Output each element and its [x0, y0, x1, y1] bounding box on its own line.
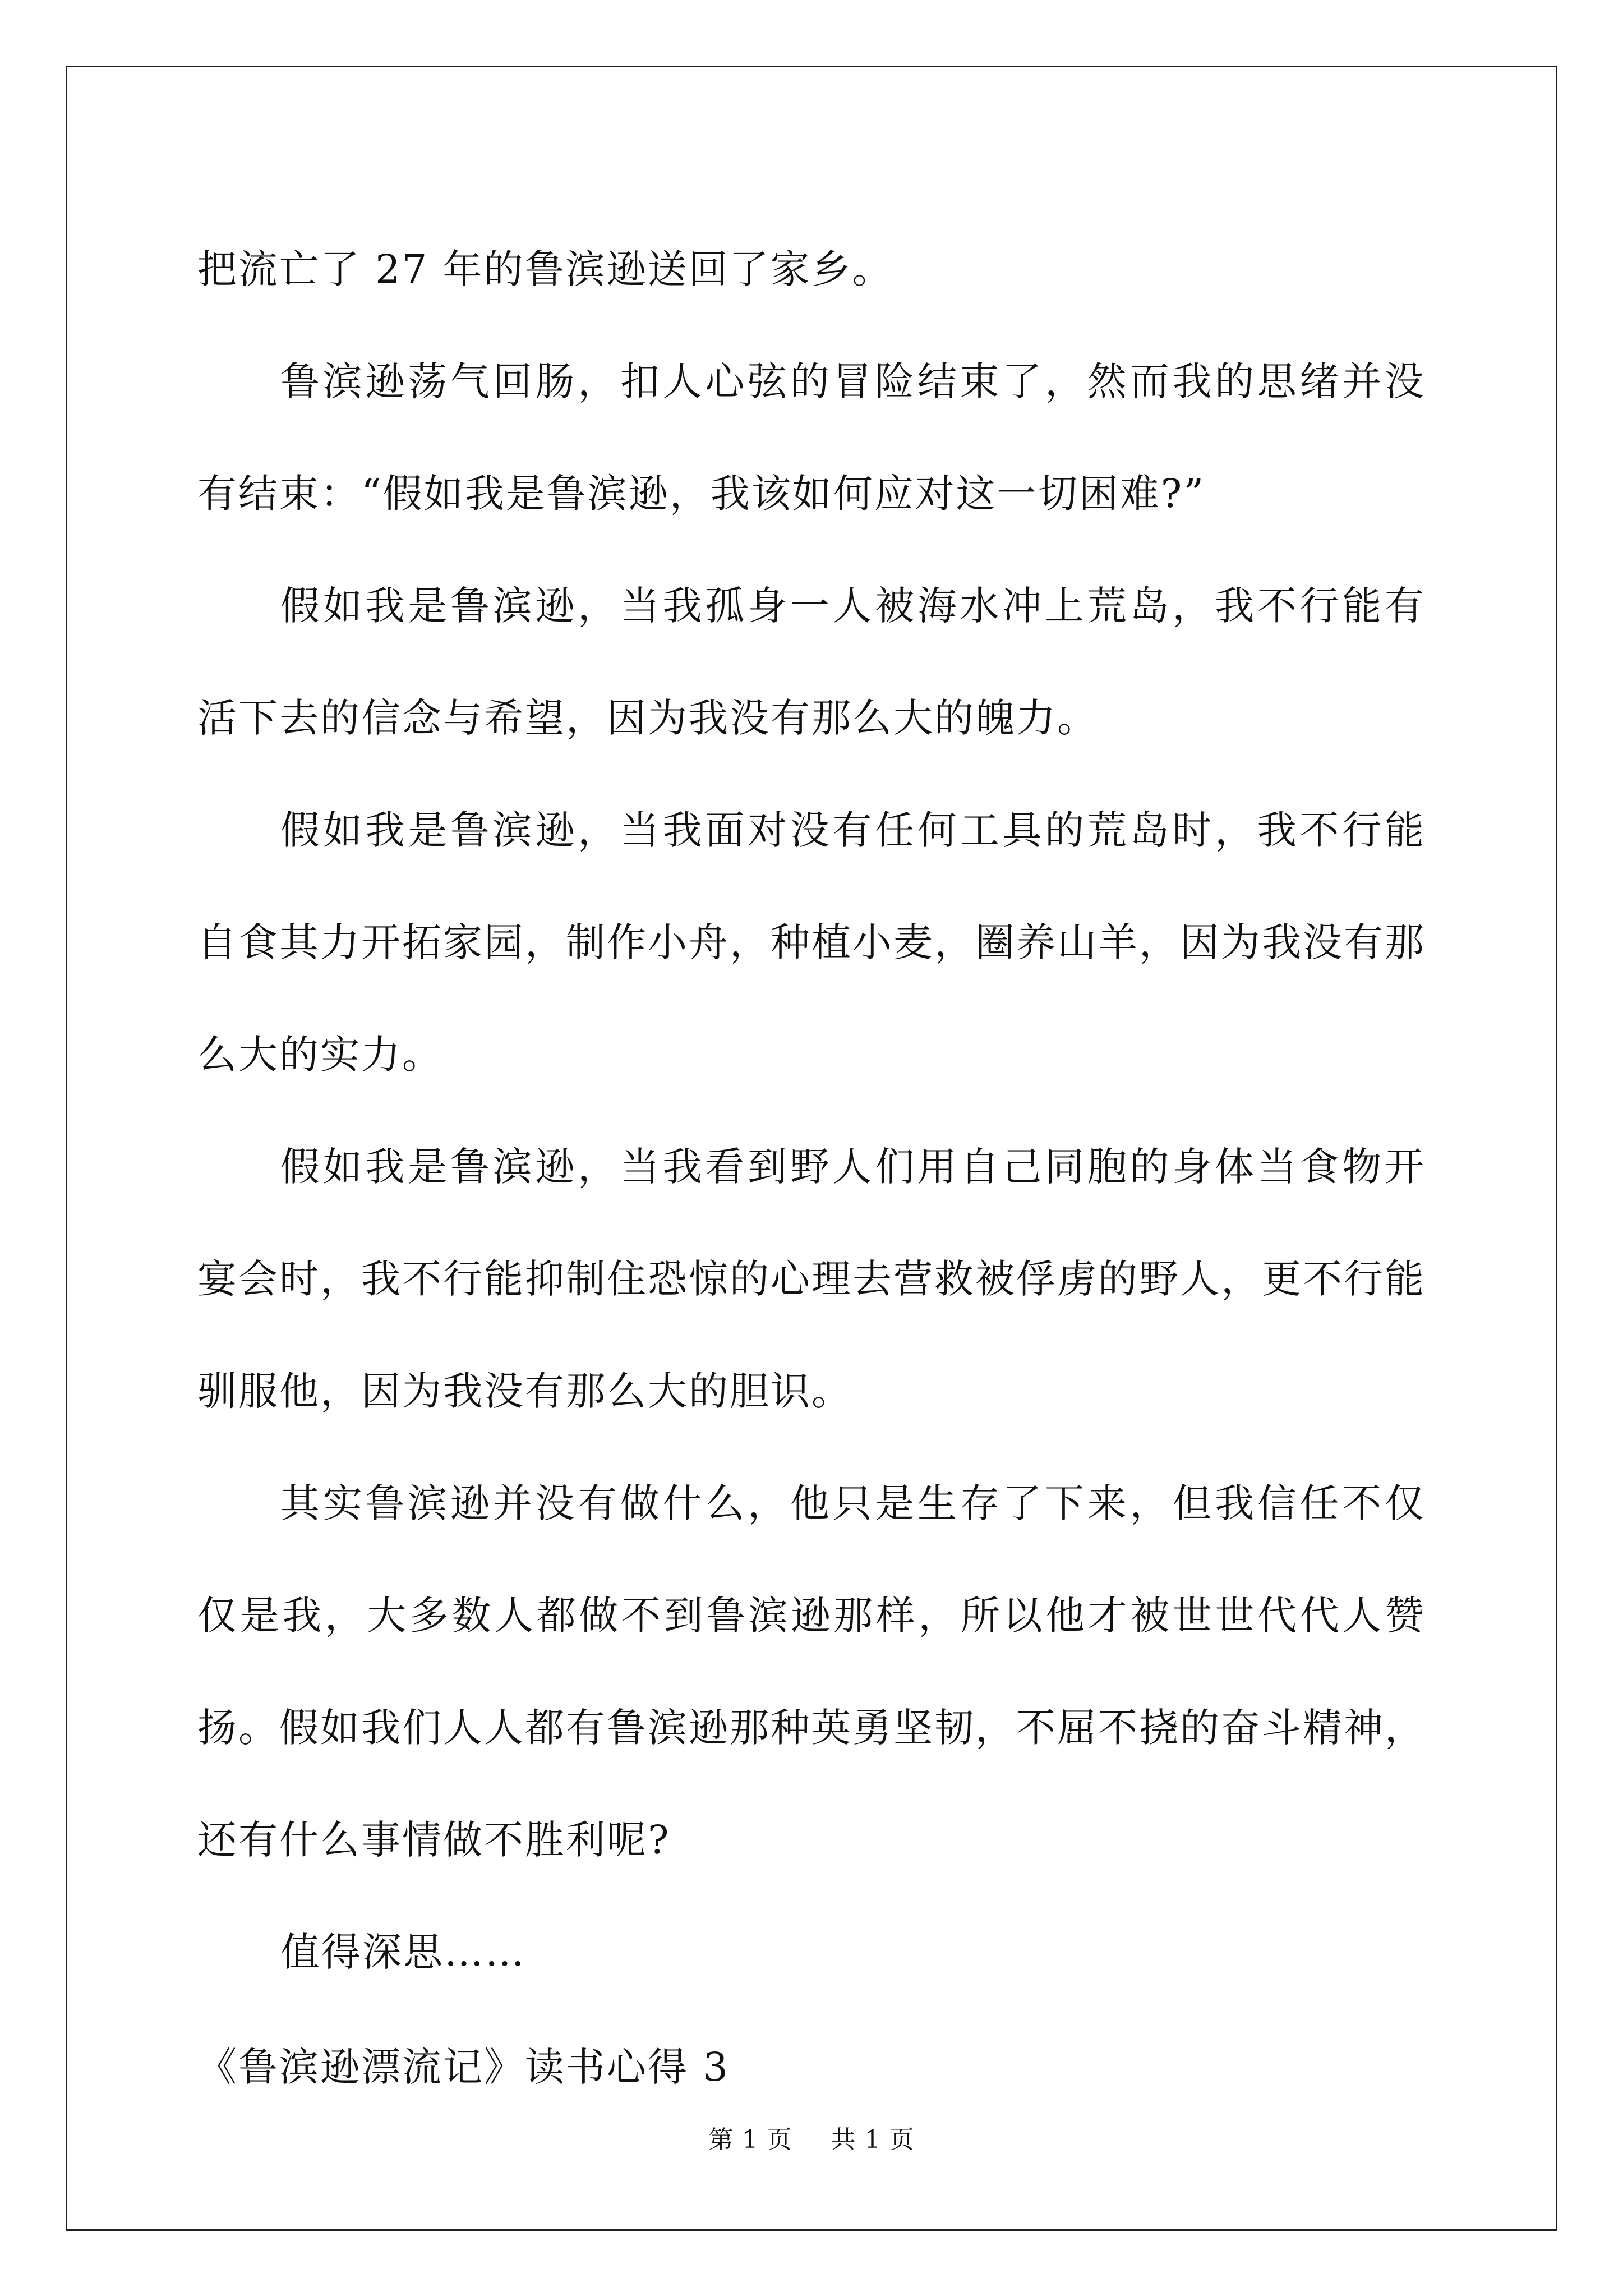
page-total: 共 1 页: [831, 2125, 915, 2154]
paragraph: 假如我是鲁滨逊，当我看到野人们用自己同胞的身体当食物开宴会时，我不行能抑制住恐惊的心理去营救被俘虏的野人，更不行能驯服他，因为我没有那么大的胆识。: [197, 1144, 1426, 1414]
page-number: 第 1 页: [708, 2125, 792, 2154]
paragraph: 把流亡了 27 年的鲁滨逊送回了家乡。: [197, 246, 893, 292]
paragraph: 值得深思……: [280, 1929, 526, 1975]
paragraph: 其实鲁滨逊并没有做什么，他只是生存了下来，但我信任不仅仅是我，大多数人都做不到鲁滨逊那样，所以他才被世世代代人赞扬。假如我们人人都有鲁滨逊那种英勇坚韧，不屈不挠的奋斗精神，还有什么事情做不胜利呢?: [197, 1480, 1426, 1863]
paragraph: 假如我是鲁滨逊，当我孤身一人被海水冲上荒岛，我不行能有活下去的信念与希望，因为我没有那么大的魄力。: [197, 583, 1426, 741]
paragraph: 假如我是鲁滨逊，当我面对没有任何工具的荒岛时，我不行能自食其力开拓家园，制作小舟，种植小麦，圈养山羊，因为我没有那么大的实力。: [197, 807, 1426, 1078]
paragraph: 鲁滨逊荡气回肠，扣人心弦的冒险结束了，然而我的思绪并没有结束：“假如我是鲁滨逊，我该如何应对这一切困难?”: [197, 358, 1426, 517]
document-body: [197, 213, 1426, 2126]
page-footer: [0, 2119, 1623, 2155]
section-title: 《鲁滨逊漂流记》读书心得 3: [197, 2044, 730, 2090]
